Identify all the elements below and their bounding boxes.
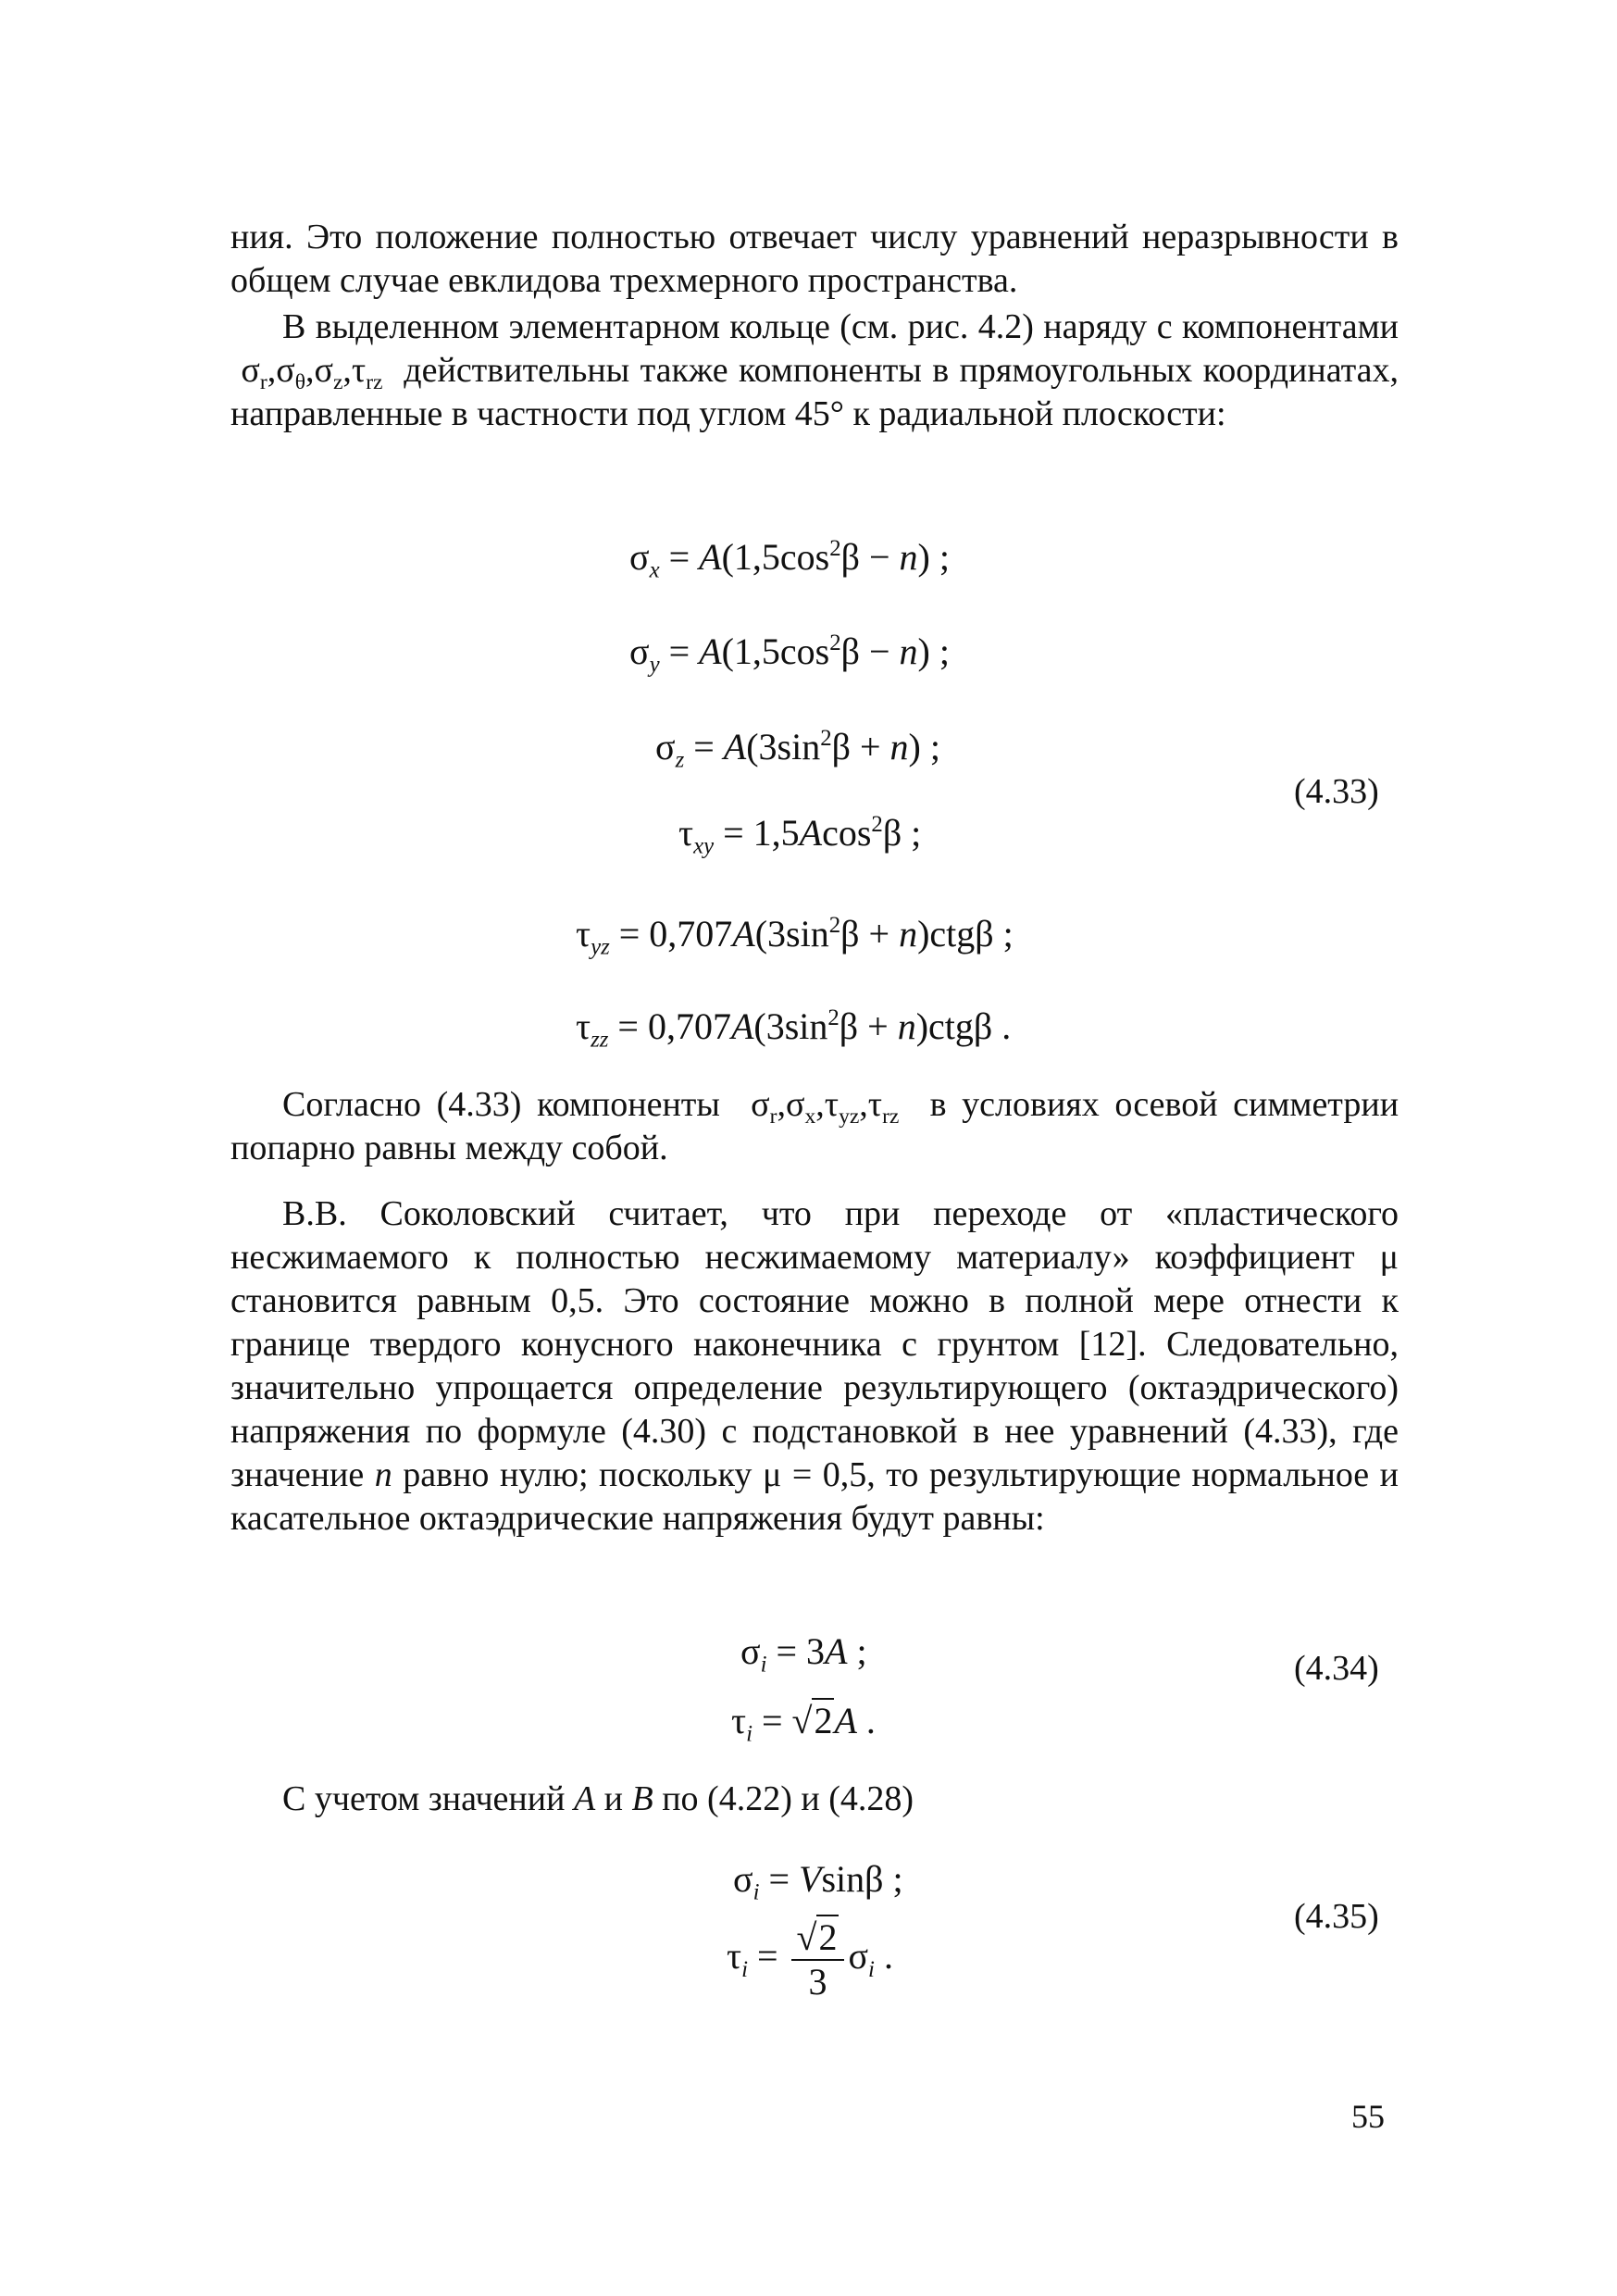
paragraph-intro (230, 216, 1399, 303)
variable-b: B (631, 1779, 653, 1818)
paragraph-intro-text: ния. Это положение полностью отвечает числу уравнений неразрывности в общем случае евклидова трехмерного пространства. (230, 218, 1399, 300)
equation-tau-i-fraction: $\tau_i$ = $\frac{√2}{3}$ $\sigma_i$ . (727, 1916, 893, 2003)
variable-a: A (573, 1779, 596, 1818)
paragraph-sokolovsky-text-end: равно нулю; поскольку μ = 0,5, то результирующие нормальное и касательное октаэдрические напряжения будут равны: (230, 1455, 1399, 1538)
equation-sigma-z: $\sigma_z = A(3\sin^2\beta + n)$ ; (655, 726, 940, 773)
equation-tau-zz: $\tau_{zz} = 0,707A(3\sin^2\beta + n)ctg\beta$ . (576, 1005, 1012, 1053)
paragraph-values (230, 1778, 1399, 1821)
inline-formula-paired-components: $\sigma_r,\sigma_x,\tau_{yz},\tau_{rz}$ (735, 1085, 900, 1129)
equation-sigma-y: $\sigma_y = A(1,5\cos^2\beta - n)$ ; (629, 630, 950, 678)
paragraph-values-and: и (603, 1779, 623, 1818)
paragraph-values-text-start: С учетом значений (282, 1779, 566, 1818)
paragraph-symmetry-text-end: в условиях осевой симметрии попарно равны между собой. (230, 1085, 1399, 1167)
inline-formula-stress-components: $\sigma_r,\sigma_\theta,\sigma_z,\tau_{rz}$ (230, 351, 383, 395)
equation-sigma-i: $\sigma_i = 3A$ ; (740, 1630, 867, 1678)
page-number: 55 (1351, 2098, 1385, 2135)
equation-sigma-x: $\sigma_x = A(1,5\cos^2\beta - n)$ ; (629, 536, 950, 583)
paragraph-sokolovsky-text: В.В. Соколовский считает, что при переходе от «пластического несжимаемого к полностью несжимаемому материалу» коэффициент μ становится равным 0,5. Это состояние можно в полной мере отнести к границе твердого конусного наконечника с грунтом [12]. Следовательно, значительно упрощается определение результирующего (октаэдрического) напряжения по формуле (4.30) с подстановкой в нее уравнений (4.33), где значение (230, 1194, 1399, 1494)
paragraph-symmetry-text-start: Согласно (4.33) компоненты (282, 1085, 720, 1124)
equation-tau-i: $\tau_i = √2A$ . (731, 1700, 876, 1747)
paragraph-components (230, 306, 1399, 436)
paragraph-components-text-end: действительны также компоненты в прямоугольных координатах, направленные в частности под углом 45° к радиальной плоскости: (230, 351, 1399, 433)
equation-tau-xy: $\tau_{xy} = 1,5Acos^2\beta$ ; (678, 812, 922, 859)
equation-tau-yz: $\tau_{yz} = 0,707A(3\sin^2\beta + n)ctg\beta$ ; (576, 913, 1014, 960)
paragraph-components-text-start: В выделенном элементарном кольце (см. рис. 4.2) наряду с компонентами (282, 307, 1399, 346)
fraction-sqrt2-over-3: $\frac{√2}{3}$ (791, 1916, 845, 2003)
equation-number-4-34: (4.34) (1294, 1649, 1379, 1688)
equation-sigma-i-v: $\sigma_i = Vsin\beta$ ; (733, 1858, 903, 1905)
paragraph-values-text-end: по (4.22) и (4.28) (662, 1779, 914, 1818)
equation-number-4-33: (4.33) (1294, 772, 1379, 811)
paragraph-sokolovsky (230, 1192, 1399, 1541)
equation-number-4-35: (4.35) (1294, 1897, 1379, 1936)
variable-n: n (374, 1455, 392, 1494)
sqrt-symbol: √2 (791, 1700, 833, 1741)
paragraph-symmetry (230, 1083, 1399, 1170)
